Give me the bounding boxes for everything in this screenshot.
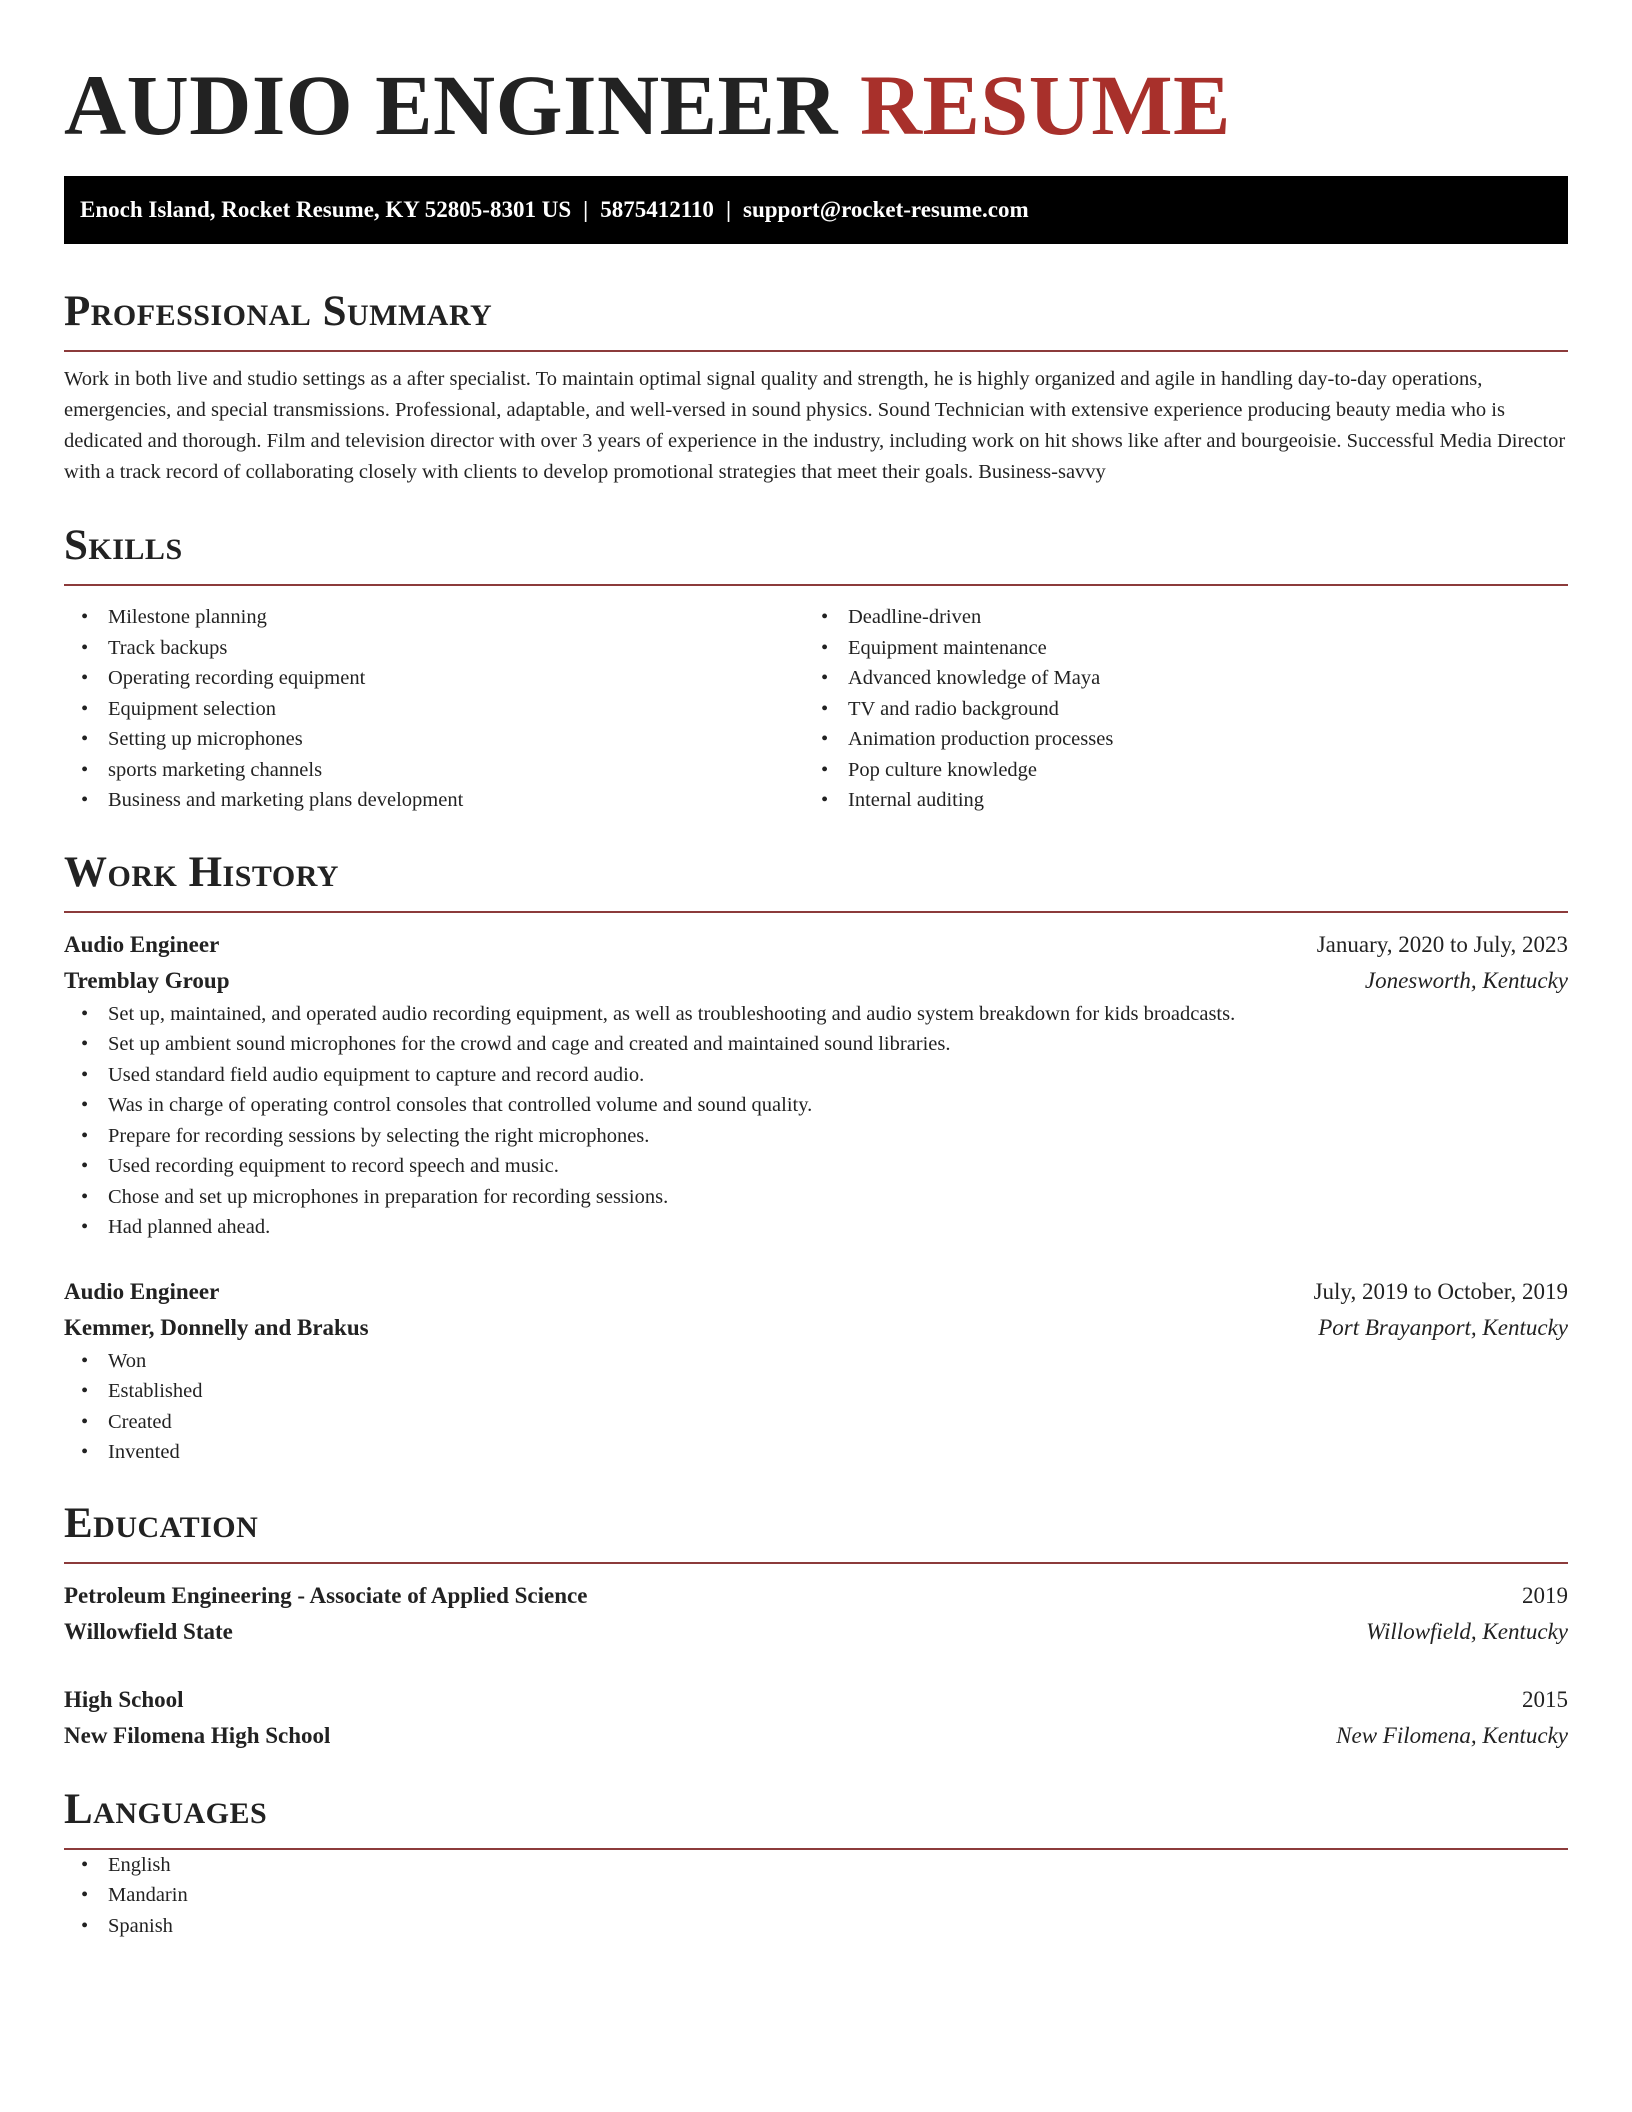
education-degree: High School	[64, 1686, 184, 1712]
summary-heading: Professional Summary	[64, 288, 493, 335]
education-year: 2019	[1522, 1582, 1568, 1608]
skill-item: • TV and radio background	[804, 694, 1544, 725]
job-dates: January, 2020 to July, 2023	[1316, 931, 1568, 957]
contact-email: support@rocket-resume.com	[743, 197, 1029, 222]
languages-heading: Languages	[64, 1785, 268, 1833]
job-bullet: • Created	[64, 1407, 1568, 1438]
job-bullet: • Won	[64, 1346, 1568, 1377]
language-item: • English	[64, 1850, 1568, 1881]
title-main: AUDIO ENGINEER	[64, 57, 838, 153]
job-title: Audio Engineer	[64, 931, 220, 957]
job-title: Audio Engineer	[64, 1278, 220, 1304]
education-school-row	[64, 1718, 1568, 1754]
section-divider	[64, 1562, 1568, 1564]
summary-text: Work in both live and studio settings as a after specialist. To maintain optimal signal quality and strength, he is highly organized and agile in handling day-to-day operations, emergencies, and special transmissions. Professional, adaptable, and well-versed in sound physics. Sound Technician with extensive experience producing beauty media who is dedicated and thorough. Film and television director with over 3 years of experience in the industry, including work on hit shows like after and bourgeoisie. Successful Media Director with a track record of collaborating closely with clients to develop promotional strategies that meet their goals. Business-savvy	[64, 368, 1566, 483]
job-bullet: • Used standard field audio equipment to capture and record audio.	[64, 1060, 1568, 1091]
skill-item: • Milestone planning	[64, 602, 804, 633]
skill-item: • Internal auditing	[804, 785, 1544, 816]
job-entry	[64, 927, 1568, 1243]
job-bullet: • Used recording equipment to record speech and music.	[64, 1151, 1568, 1182]
education-school: Willowfield State	[64, 1618, 233, 1644]
job-header-row	[64, 1274, 1568, 1310]
contact-bar	[64, 176, 1568, 244]
job-company-row	[64, 963, 1568, 999]
skills-list-left	[64, 602, 804, 816]
language-item: • Mandarin	[64, 1880, 1568, 1911]
job-company-row	[64, 1310, 1568, 1346]
skill-item: • Animation production processes	[804, 724, 1544, 755]
job-bullet: • Had planned ahead.	[64, 1212, 1568, 1243]
skill-item: • Advanced knowledge of Maya	[804, 663, 1544, 694]
skill-item: • sports marketing channels	[64, 755, 804, 786]
education-location: New Filomena, Kentucky	[1336, 1722, 1568, 1748]
education-degree-row	[64, 1682, 1568, 1718]
skill-item: • Track backups	[64, 633, 804, 664]
job-bullet: • Prepare for recording sessions by selecting the right microphones.	[64, 1121, 1568, 1152]
education-location: Willowfield, Kentucky	[1366, 1618, 1568, 1644]
job-bullet: • Invented	[64, 1437, 1568, 1468]
education-degree-row	[64, 1578, 1568, 1614]
skills-heading: Skills	[64, 522, 183, 569]
job-entry	[64, 1274, 1568, 1468]
education-degree: Petroleum Engineering - Associate of Applied Science	[64, 1582, 588, 1608]
education-school: New Filomena High School	[64, 1722, 331, 1748]
job-bullets	[64, 1346, 1568, 1468]
job-bullets	[64, 999, 1568, 1243]
education-school-row	[64, 1614, 1568, 1650]
job-bullet: • Established	[64, 1376, 1568, 1407]
job-bullet: • Chose and set up microphones in preparation for recording sessions.	[64, 1182, 1568, 1213]
skills-list-right	[804, 602, 1544, 816]
education-entry	[64, 1578, 1568, 1650]
job-header-row	[64, 927, 1568, 963]
job-company: Kemmer, Donnelly and Brakus	[64, 1314, 369, 1340]
skill-item: • Equipment selection	[64, 694, 804, 725]
skill-item: • Operating recording equipment	[64, 663, 804, 694]
education-year: 2015	[1522, 1686, 1568, 1712]
job-bullet: • Set up ambient sound microphones for the crowd and cage and created and maintained sound libraries.	[64, 1029, 1568, 1060]
language-item: • Spanish	[64, 1911, 1568, 1942]
section-divider	[64, 911, 1568, 913]
skill-item: • Deadline-driven	[804, 602, 1544, 633]
contact-address: Enoch Island, Rocket Resume, KY 52805-8301 US	[80, 197, 572, 222]
contact-separator: |	[725, 197, 732, 222]
job-bullet: • Set up, maintained, and operated audio recording equipment, as well as troubleshooting and audio system breakdown for kids broadcasts.	[64, 999, 1568, 1030]
skills-grid	[64, 602, 1568, 816]
skill-item: • Business and marketing plans development	[64, 785, 804, 816]
job-location: Port Brayanport, Kentucky	[1318, 1314, 1568, 1340]
section-divider	[64, 350, 1568, 352]
contact-phone: 5875412110	[600, 197, 714, 222]
resume-page	[64, 0, 1568, 1941]
contact-separator: |	[583, 197, 589, 222]
languages-list	[64, 1850, 1568, 1942]
job-location: Jonesworth, Kentucky	[1364, 967, 1568, 993]
education-heading: Education	[64, 1499, 259, 1547]
section-divider	[64, 584, 1568, 586]
skill-item: • Equipment maintenance	[804, 633, 1544, 664]
job-company: Tremblay Group	[64, 967, 230, 993]
title-accent: RESUME	[859, 57, 1231, 153]
job-bullet: • Was in charge of operating control consoles that controlled volume and sound quality.	[64, 1090, 1568, 1121]
resume-title	[64, 0, 1568, 165]
skill-item: • Setting up microphones	[64, 724, 804, 755]
job-dates: July, 2019 to October, 2019	[1313, 1278, 1568, 1304]
education-entry	[64, 1682, 1568, 1754]
skill-item: • Pop culture knowledge	[804, 755, 1544, 786]
work-heading: Work History	[64, 848, 339, 896]
